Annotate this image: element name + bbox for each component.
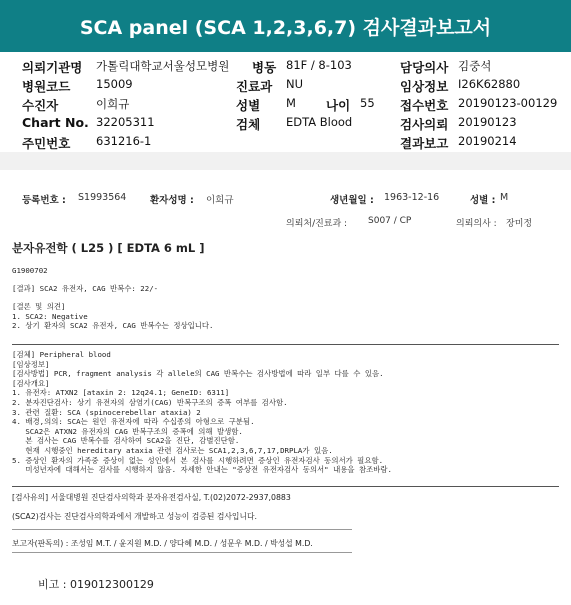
detail-block: [검체] Peripheral blood [임상정보] [검사방법] PCR, fragment analysis 각 allele의 CAG 반복수는 검사방법에 따라 일부 다를 수 있음. [검사개요] 1. 유전자: ATXN2 [ataxin 2: 12q24.1; GeneID: 6311] 2. 분자진단검사: 상기 유전자의 삼염기(CAG) 반복구조의 증폭 여부를 검사함. 3. 관련 질환: SCA (spinocerebellar ataxia) 2 4. 배경,의의: SCA는 원인 유전자에 따라 수십종의 아형으로 구분됨. SCA2은 ATXN2 유전자의 CAG 반복구조의 증폭에 의해 발생함. 본 검사는 CAG 반복수를 검사하여 SCA2을 진단, 감별진단함. 현재 시행중인 hereditary ataxia 관련 검사로는 SCA1,2,3,6,7,17,DRPLA가 있음. 5. 증상인 환자의 가족중 증상이 없는 성인에서 본 검사를 시행하려면 증상인 유전자검사 동의서가 필요함. 미성년자에 대해서는 검사를 시행하지 않음. 자세한 안내는 "증상전 유전자검사 동의서" 내용을 참조바람. — [12, 350, 392, 475]
value-ward: 81F / 8-103 — [286, 58, 352, 72]
conclusion-block: [결론 및 의견] 1. SCA2: Negative 2. 상기 환자의 SCA2 유전자, CAG 반복수는 정상입니다. — [12, 302, 214, 331]
label-patient: 수진자 — [22, 98, 59, 113]
label-report-date: 결과보고 — [400, 136, 449, 151]
divider-4 — [12, 552, 352, 553]
label-chart-no: Chart No. — [22, 115, 89, 130]
label-ward: 병동 — [252, 60, 277, 75]
value-referring-dept: S007 / CP — [368, 216, 412, 226]
label-physician: 담당의사 — [400, 60, 449, 75]
reporters-line: 보고자(판독의) : 조성임 M.T. / 윤지원 M.D. / 양다혜 M.D. / 성문우 M.D. / 박성섭 M.D. — [12, 539, 313, 548]
value-report-date: 20190214 — [458, 134, 517, 148]
value-patient: 이희규 — [96, 97, 130, 111]
label-specimen: 검체 — [236, 117, 261, 132]
value-specimen: EDTA Blood — [286, 115, 353, 129]
value-physician: 김중석 — [458, 59, 492, 73]
label-patient-name: 환자성명 : — [150, 195, 194, 206]
label-requested-date: 검사의뢰 — [400, 117, 449, 132]
label-department: 진료과 — [236, 79, 273, 94]
value-age: 55 — [360, 96, 375, 110]
value-institution: 가톨릭대학교서울성모병원 — [96, 59, 230, 73]
value-hospital-code: 15009 — [96, 77, 133, 91]
separator-band — [0, 152, 571, 170]
value-chart-no: 32205311 — [96, 115, 155, 129]
section-title: 분자유전학 ( L25 ) [ EDTA 6 mL ] — [12, 241, 205, 255]
label-registration-no: 등록번호 : — [22, 195, 66, 206]
lab-agency-line: [검사유의] 서울대병원 진단검사의학과 분자유전검사실, T.(02)2072-2937,0883 — [12, 493, 291, 502]
label-receipt-no: 접수번호 — [400, 98, 449, 113]
report-title-bar — [0, 0, 571, 52]
label-referring-dept: 의뢰처/진료과 : — [286, 219, 348, 229]
report-title: SCA panel (SCA 1,2,3,6,7) 검사결과보고서 — [79, 16, 492, 39]
label-institution: 의뢰기관명 — [22, 60, 83, 75]
label-report-sex: 성별 : — [470, 195, 496, 206]
label-clinical-info: 임상정보 — [400, 79, 449, 94]
value-dob: 1963-12-16 — [384, 192, 440, 203]
value-clinical-info: I26K62880 — [458, 77, 521, 91]
label-resident-no: 주민번호 — [22, 136, 71, 151]
value-requested-date: 20190123 — [458, 115, 517, 129]
value-resident-no: 631216-1 — [96, 134, 152, 148]
value-registration-no: S1993564 — [78, 192, 127, 203]
label-sex: 성별 — [236, 98, 261, 113]
label-referring-doctor: 의뢰의사 : — [456, 219, 497, 229]
result-line: [결과] SCA2 유전자, CAG 반복수: 22/- — [12, 284, 159, 293]
note-line: 비고 : 019012300129 — [38, 578, 154, 591]
value-receipt-no: 20190123-00129 — [458, 96, 558, 110]
label-age: 나이 — [326, 98, 351, 113]
divider-1 — [12, 344, 559, 345]
label-hospital-code: 병원코드 — [22, 79, 71, 94]
divider-3 — [12, 529, 352, 530]
value-sex: M — [286, 96, 296, 110]
value-referring-doctor: 장미정 — [506, 219, 533, 229]
divider-2 — [12, 486, 559, 487]
value-patient-name: 이희규 — [206, 195, 234, 206]
value-report-sex: M — [500, 192, 509, 203]
value-department: NU — [286, 77, 304, 91]
developed-test-line: (SCA2)검사는 진단검사의학과에서 개발하고 성능이 검증된 검사입니다. — [12, 512, 257, 521]
specimen-id: G1900702 — [12, 266, 48, 275]
label-dob: 생년월일 : — [330, 195, 374, 206]
